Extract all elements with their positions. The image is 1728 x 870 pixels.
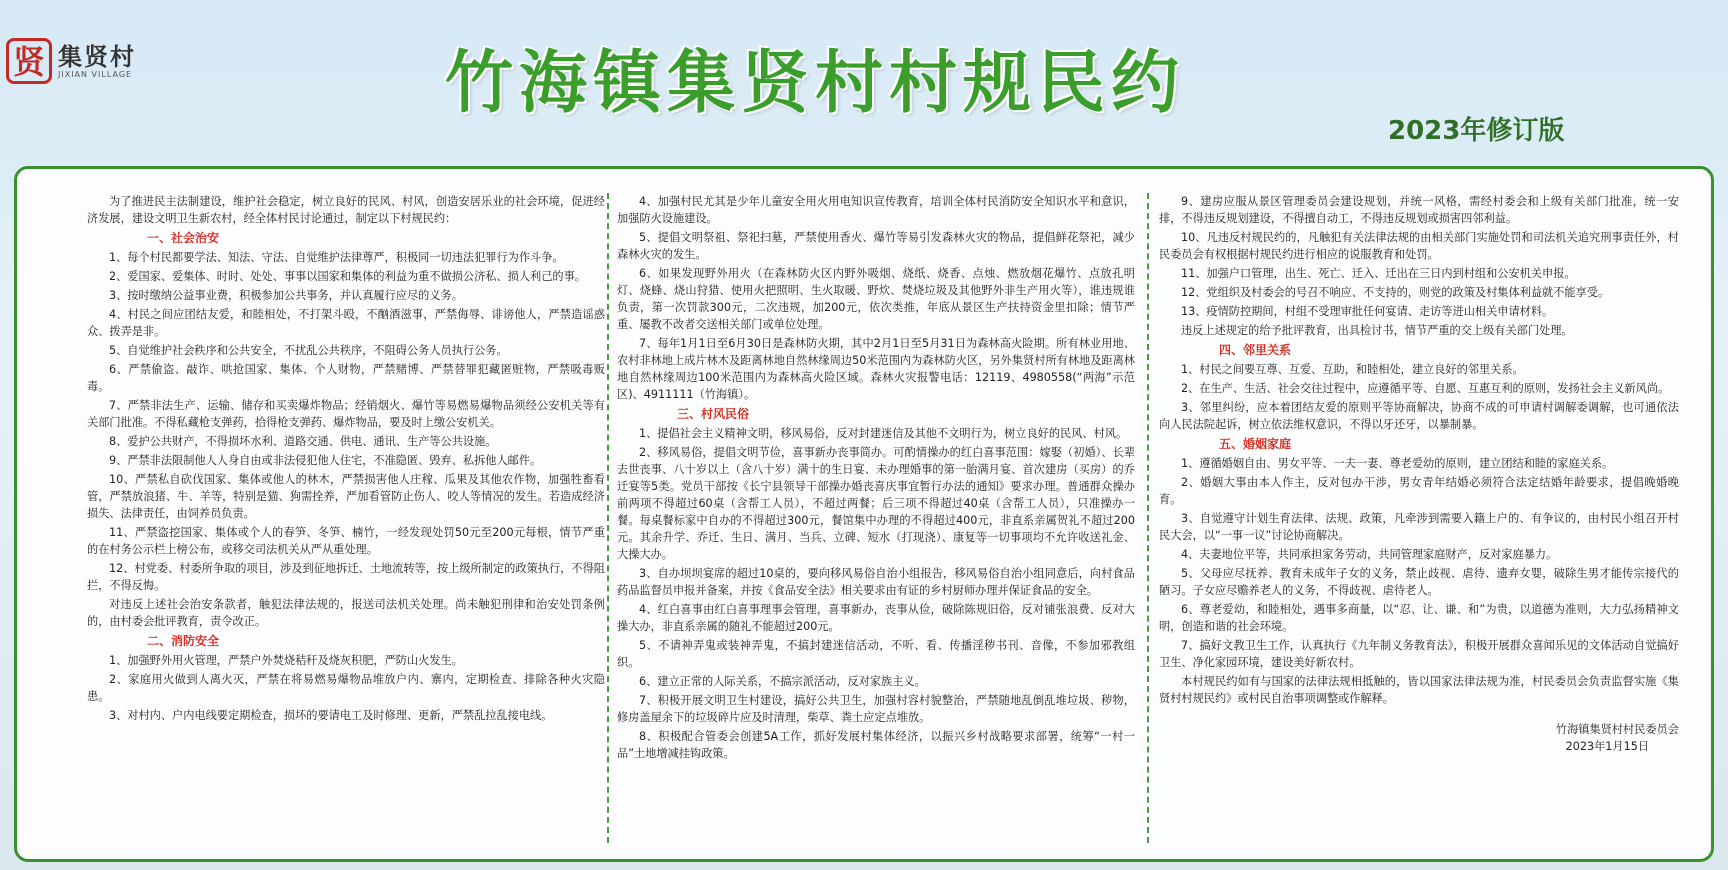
clause-paragraph: 11、加强户口管理，出生、死亡、迁入、迁出在三日内到村组和公安机关申报。	[1181, 267, 1576, 280]
seal-logo-icon: 贤	[6, 38, 52, 84]
clause-paragraph: 7、每年1月1日至6月30日是森林防火期，其中2月1日至5月31日为森林高火险期。所有林业用地、农村非林地上成片林木及距离林地自然林缘周边50米范围内为森林防火区，另外集贤村所有林地及距离林地自然林缘周边100米范围内为森林高火险区域。森林火灾报警电话：12119、4980558(“两海”示范区)、4911111（竹海镇）。	[617, 337, 1135, 401]
clause-paragraph: 3、对村内、户内电线要定期检查，损坏的要请电工及时修理、更新，严禁乱拉乱接电线。	[109, 709, 553, 722]
clause-paragraph: 3、邻里纠纷，应本着团结友爱的原则平等协商解决，协商不成的可申请村调解委调解，也可通依法向人民法院起诉，树立依法维权意识，不得以牙还牙，以暴制暴。	[1159, 401, 1679, 431]
section-heading: 四、邻里关系	[1219, 343, 1292, 357]
clause-paragraph: 7、积极开展文明卫生村建设，搞好公共卫生，加强村容村貌整治，严禁随地乱倒乱堆垃圾、秽物，修房盖屋余下的垃圾碎片应及时清理，柴草、粪土应定点堆放。	[617, 694, 1135, 724]
clause-paragraph: 2、爱国家、爱集体、时时、处处、事事以国家和集体的利益为重不做损公济私、损人利己的事。	[109, 270, 586, 283]
clause-paragraph: 6、建立正常的人际关系，不搞宗派活动，反对家族主义。	[639, 675, 926, 688]
section-heading: 二、消防安全	[147, 634, 220, 648]
clause-paragraph: 7、严禁非法生产、运输、储存和买卖爆炸物品；经销烟火、爆竹等易燃易爆物品须经公安机关等有关部门批准。不得私藏枪支弹药，拾得枪支弹药、爆炸物品，要及时上缴公安机关。	[87, 399, 605, 429]
clause-paragraph: 12、村党委、村委所争取的项目，涉及到征地拆迁、土地流转等，按上级所制定的政策执行，不得阻拦，不得反悔。	[87, 562, 605, 592]
regulations-board	[14, 166, 1714, 862]
section-heading: 三、村风民俗	[677, 407, 750, 421]
clause-paragraph: 5、提倡文明祭祖、祭祀扫墓，严禁使用香火、爆竹等易引发森林火灾的物品，提倡鲜花祭祀，减少森林火灾的发生。	[617, 231, 1135, 261]
clause-paragraph: 1、每个村民都要学法、知法、守法、自觉维护法律尊严，积极同一切违法犯罪行为作斗争。	[109, 251, 564, 264]
clause-paragraph: 4、红白喜事由红白喜事理事会管理，喜事新办，丧事从俭，破除陈规旧俗，反对铺张浪费、反对大操大办，非直系亲属的随礼不能超过200元。	[617, 603, 1135, 633]
logo-text	[58, 41, 136, 79]
clause-paragraph: 违反上述规定的给予批评教育，出具检讨书，情节严重的交上级有关部门处理。	[1181, 324, 1573, 337]
clause-paragraph: 2、在生产、生活、社会交往过程中，应遵循平等、自愿、互惠互利的原则，发扬社会主义新风尚。	[1181, 382, 1670, 395]
clause-paragraph: 1、遵循婚姻自由、男女平等、一夫一妻、尊老爱幼的原则，建立团结和睦的家庭关系。	[1181, 457, 1614, 470]
logo-name: 集贤村	[58, 41, 136, 71]
clause-paragraph: 2、婚姻大事由本人作主，反对包办干涉，男女青年结婚必须符合法定结婚年龄要求，提倡晚婚晚育。	[1159, 476, 1679, 506]
clause-paragraph: 1、加强野外用火管理，严禁户外焚烧秸秆及烧灰积肥，严防山火发生。	[109, 654, 463, 667]
clause-paragraph: 为了推进民主法制建设，维护社会稳定，树立良好的民风、村风，创造安居乐业的社会环境，促进经济发展，建设文明卫生新农村，经全体村民讨论通过，制定以下村规民约：	[87, 195, 605, 225]
column-1	[87, 193, 605, 726]
edition-label: 2023年修订版	[1388, 116, 1565, 146]
clause-paragraph: 8、积极配合管委会创建5A工作，抓好发展村集体经济，以振兴乡村战略要求部署，统筹“一村一品”土地增减挂钩政策。	[617, 730, 1135, 760]
column-2	[617, 193, 1135, 764]
clause-paragraph: 6、尊老爱幼，和睦相处，遇事多商量，以“忍、让、谦、和”为贵，以道德为准则，大力弘扬精神文明，创造和谐的社会环境。	[1159, 603, 1679, 633]
column-3	[1159, 193, 1679, 755]
clause-paragraph: 本村规民约如有与国家的法律法规相抵触的，皆以国家法律法规为准，村民委员会负责监督实施《集贤村村规民约》或村民自治事项调整或作解释。	[1159, 675, 1679, 705]
clause-paragraph: 4、夫妻地位平等，共同承担家务劳动，共同管理家庭财产，反对家庭暴力。	[1181, 548, 1558, 561]
clause-paragraph: 2、移风易俗，提倡文明节俭，喜事新办丧事简办。可酌情操办的红白喜事范围：嫁娶（初婚）、长辈去世丧事、八十岁以上（含八十岁）满十的生日宴、未办理婚事的第一胎满月宴、首次建房（买房）的乔迁宴等5类。党员干部按《长宁县领导干部操办婚丧喜庆事宜暂行办法的通知》要求办理。普通群众操办前两项不得超过60桌（含帮工人员），不超过两餐；后三项不得超过40桌（含帮工人员），只准操办一餐。每桌餐标家中自办的不得超过300元，餐馆集中办理的不得超过400元，非直系亲属贺礼不超过200元。其余升学、乔迁、生日、满月、当兵、立碑、短水（打现浇）、康复等一切事项均不允许收送礼金、大操大办。	[617, 446, 1135, 561]
clause-paragraph: 4、加强村民尤其是少年儿童安全用火用电知识宣传教育，培训全体村民消防安全知识水平和意识，加强防火设施建设。	[617, 195, 1135, 225]
clause-paragraph: 5、不请神弄鬼或装神弄鬼，不搞封建迷信活动，不听、看、传播淫秽书刊、音像，不参加邪教组织。	[617, 639, 1135, 669]
clause-paragraph: 1、村民之间要互尊、互爱、互助，和睦相处，建立良好的邻里关系。	[1181, 363, 1524, 376]
clause-paragraph: 6、如果发现野外用火（在森林防火区内野外吸烟、烧纸、烧香、点烛、燃放烟花爆竹、点放孔明灯、烧蜂、烧山狩猎、使用火把照明、生火取暖、野炊、焚烧垃圾及其他野外非生产用火等），谁违规谁负责，第一次罚款300元，二次违规，加200元，依次类推，年底从景区生产扶持资金里扣除；情节严重、屡教不改者交送相关部门或单位处理。	[617, 267, 1135, 331]
clause-paragraph: 7、搞好文教卫生工作，认真执行《九年制义务教育法》，积极开展群众喜闻乐见的文体活动自觉搞好卫生、净化家园环境，建设美好新农村。	[1159, 639, 1679, 669]
signature-block	[1159, 721, 1679, 755]
column-divider	[1147, 193, 1149, 843]
clause-paragraph: 11、严禁盗挖国家、集体或个人的春笋、冬笋、楠竹，一经发现处罚50元至200元每根，情节严重的在村务公示栏上榜公布，或移交司法机关从严从重处理。	[87, 526, 605, 556]
clause-paragraph: 4、村民之间应团结友爱，和睦相处，不打架斗殴，不酗酒滋事，严禁侮辱、诽谤他人，严禁造谣惑众、拨弄是非。	[87, 308, 605, 338]
clause-paragraph: 5、自觉维护社会秩序和公共安全，不扰乱公共秩序，不阻碍公务人员执行公务。	[109, 344, 508, 357]
page-title: 竹海镇集贤村村规民约	[444, 44, 1185, 123]
logo-subtitle: JIXIAN VILLAGE	[58, 69, 133, 79]
column-divider	[607, 193, 609, 843]
clause-paragraph: 9、严禁非法限制他人人身自由或非法侵犯他人住宅，不准隐匿、毁弃、私拆他人邮件。	[109, 454, 542, 467]
village-logo	[6, 38, 136, 84]
clause-paragraph: 13、疫情防控期间，村组不受理审批任何宴请、走访等进山相关申请材料。	[1181, 305, 1554, 318]
section-heading: 五、婚姻家庭	[1219, 437, 1292, 451]
column-3-body	[1159, 193, 1679, 707]
clause-paragraph: 对违反上述社会治安条款者，触犯法律法规的，报送司法机关处理。尚未触犯刑律和治安处罚条例的，由村委会批评教育，责令改正。	[87, 598, 605, 628]
clause-paragraph: 3、自觉遵守计划生育法律、法规、政策，凡牵涉到需要入籍上户的、有争议的，由村民小组召开村民大会，以“一事一议”讨论协商解决。	[1159, 512, 1679, 542]
clause-paragraph: 12、党组织及村委会的号召不响应、不支持的，则党的政策及村集体利益就不能享受。	[1181, 286, 1610, 299]
signature-org: 竹海镇集贤村村民委员会	[1555, 723, 1679, 736]
clause-paragraph: 5、父母应尽抚养、教育未成年子女的义务，禁止歧视、虐待、遗弃女婴，破除生男才能传宗接代的陋习。子女应尽赡养老人的义务，不得歧视、虐待老人。	[1159, 567, 1679, 597]
clause-paragraph: 10、严禁私自砍伐国家、集体或他人的林木，严禁损害他人庄稼、瓜果及其他农作物，加强牲畜看管，严禁放浪猪、牛、羊等，特别是猫、狗需拴养，严加看管防止伤人、咬人等情况的发生。若造成经济损失、法律责任，由饲养员负责。	[87, 473, 605, 520]
clause-paragraph: 3、按时缴纳公益事业费，积极参加公共事务，并认真履行应尽的义务。	[109, 289, 463, 302]
clause-paragraph: 1、提倡社会主义精神文明，移风易俗，反对封建迷信及其他不文明行为，树立良好的民风、村风。	[639, 427, 1128, 440]
clause-paragraph: 2、家庭用火做到人离火灭，严禁在将易燃易爆物品堆放户内、寨内，定期检查、排除各种火灾隐患。	[87, 673, 605, 703]
clause-paragraph: 3、自办坝坝宴席的超过10桌的，要向移风易俗自治小组报告，移风易俗自治小组同意后，向村食品药品监督员申报并备案，并按《食品安全法》相关要求由有证的乡村厨师办理并保证食品的安全。	[617, 567, 1135, 597]
clause-paragraph: 9、建房应服从景区管理委员会建设规划，并统一风格，需经村委会和上级有关部门批准，统一安排，不得违反规划建设，不得擅自动工，不得违反规划或损害四邻利益。	[1159, 195, 1679, 225]
section-heading: 一、社会治安	[147, 231, 220, 245]
signature-date: 2023年1月15日	[1565, 740, 1649, 753]
clause-paragraph: 8、爱护公共财产，不得损坏水利、道路交通、供电、通讯、生产等公共设施。	[109, 435, 497, 448]
clause-paragraph: 10、凡违反村规民约的，凡触犯有关法律法规的由相关部门实施处罚和司法机关追究刑事责任外，村民委员会有权根据村规民约进行相应的说服教育和处罚。	[1159, 231, 1679, 261]
clause-paragraph: 6、严禁偷盗、敲诈、哄抢国家、集体、个人财物，严禁赌博、严禁替罪犯藏匿赃物，严禁吸毒贩毒。	[87, 363, 605, 393]
